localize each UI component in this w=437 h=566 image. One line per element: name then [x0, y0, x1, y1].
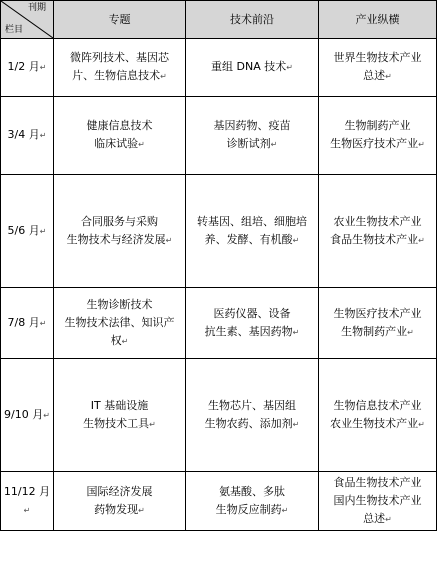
frontier-line	[186, 117, 318, 135]
paragraph-mark: ↵	[418, 235, 425, 245]
paragraph-mark: ↵	[270, 140, 278, 149]
industry-text: 生物制药产业	[344, 119, 411, 132]
industry-line	[319, 213, 436, 231]
table-row	[1, 39, 437, 97]
topic-cell	[54, 175, 186, 288]
topic-text: 国际经济发展	[86, 484, 153, 498]
paragraph-mark: ↵	[121, 336, 129, 346]
topic-text: IT 基础设施	[90, 398, 149, 412]
industry-line	[319, 67, 436, 86]
frontier-line	[186, 305, 318, 323]
issue-month: 7/8 月	[7, 315, 40, 329]
paragraph-mark: ↵	[286, 63, 293, 72]
industry-cell	[319, 359, 437, 472]
frontier-text: 氨基酸、多肽	[219, 484, 285, 498]
paragraph-mark: ↵	[385, 514, 392, 524]
topic-line	[54, 296, 185, 314]
industry-line	[319, 323, 436, 342]
paragraph-mark: ↵	[43, 410, 50, 420]
frontier-line	[186, 483, 318, 501]
industry-text: 食品生物技术产业	[333, 475, 422, 489]
topic-line	[54, 135, 185, 154]
industry-text: 生物医疗技术产业	[333, 306, 422, 320]
issue-month-cell	[1, 288, 54, 359]
frontier-line	[186, 415, 318, 434]
industry-cell	[319, 288, 437, 359]
topic-line	[54, 213, 185, 231]
paragraph-mark: ↵	[418, 140, 425, 149]
issue-month: 5/6 月	[7, 223, 40, 237]
topic-cell	[54, 359, 186, 472]
paragraph-mark: ↵	[138, 505, 145, 515]
industry-line	[319, 305, 436, 323]
topic-line	[54, 67, 185, 86]
frontier-cell	[186, 39, 319, 97]
table-row	[1, 472, 437, 531]
paragraph-mark: ↵	[165, 235, 173, 245]
industry-cell	[319, 97, 437, 175]
frontier-text: 基因药物、疫苗	[213, 119, 291, 132]
topic-text: 权	[110, 333, 122, 347]
issue-month-cell	[1, 97, 54, 175]
corner-issue-label: 刊期	[27, 3, 46, 13]
industry-text: 生物信息技术产业	[333, 398, 422, 412]
paragraph-mark: ↵	[138, 140, 145, 149]
topic-text: 健康信息技术	[86, 119, 153, 132]
table-row	[1, 359, 437, 472]
industry-text: 总述	[363, 69, 386, 82]
header-frontier: 技术前沿	[186, 1, 319, 39]
header-industry: 产业纵横	[319, 1, 437, 39]
header-topic: 专题	[54, 1, 186, 39]
industry-line	[319, 492, 436, 510]
paragraph-mark: ↵	[292, 235, 300, 245]
corner-cell	[1, 1, 54, 39]
frontier-text: 养、发酵、有机酸	[204, 232, 293, 246]
topic-cell	[54, 288, 186, 359]
paragraph-mark: ↵	[407, 327, 414, 337]
industry-text: 世界生物技术产业	[333, 51, 422, 64]
industry-line	[319, 135, 436, 154]
frontier-line	[186, 135, 318, 154]
topic-text: 合同服务与采购	[81, 214, 158, 228]
industry-line	[319, 231, 436, 250]
corner-column-label: 栏目	[5, 25, 24, 35]
frontier-cell	[186, 97, 319, 175]
frontier-text: 重组 DNA 技术	[211, 60, 287, 73]
paragraph-mark: ↵	[39, 226, 47, 236]
paragraph-mark: ↵	[149, 419, 156, 429]
paragraph-mark: ↵	[39, 63, 47, 72]
industry-text: 生物制药产业	[341, 324, 408, 338]
paragraph-mark: ↵	[39, 318, 47, 328]
paragraph-mark: ↵	[160, 72, 167, 81]
frontier-cell	[186, 288, 319, 359]
topic-line	[54, 49, 185, 67]
topic-text: 药物发现	[94, 502, 139, 516]
topic-text: 生物技术法律、知识产	[64, 315, 175, 329]
topic-line	[54, 117, 185, 135]
industry-cell	[319, 175, 437, 288]
topic-line	[54, 397, 185, 415]
industry-text: 总述	[363, 511, 386, 525]
industry-line	[319, 474, 436, 492]
paragraph-mark: ↵	[292, 419, 300, 429]
header-row	[1, 1, 437, 39]
topic-cell	[54, 97, 186, 175]
topic-text: 微阵列技术、基因芯	[70, 51, 169, 64]
frontier-text: 生物芯片、基因组	[208, 398, 296, 412]
industry-line	[319, 415, 436, 434]
paragraph-mark: ↵	[23, 505, 31, 515]
industry-text: 食品生物技术产业	[330, 232, 419, 246]
issue-month: 11/12 月	[3, 484, 51, 498]
schedule-body	[1, 39, 437, 531]
topic-line	[54, 415, 185, 434]
topic-cell	[54, 472, 186, 531]
topic-line	[54, 332, 185, 351]
industry-line	[319, 510, 436, 529]
frontier-text: 抗生素、基因药物	[204, 324, 293, 338]
industry-text: 农业生物技术产业	[333, 214, 422, 228]
table-row	[1, 175, 437, 288]
paragraph-mark: ↵	[281, 505, 289, 515]
topic-text: 临床试验	[94, 137, 139, 150]
issue-month-cell	[1, 39, 54, 97]
topic-text: 生物技术工具	[83, 416, 150, 430]
paragraph-mark: ↵	[418, 419, 425, 429]
topic-cell	[54, 39, 186, 97]
frontier-line	[186, 213, 318, 231]
issue-month-cell	[1, 472, 54, 531]
industry-line	[319, 49, 436, 67]
frontier-line	[186, 397, 318, 415]
industry-cell	[319, 39, 437, 97]
topic-line	[54, 483, 185, 501]
frontier-cell	[186, 175, 319, 288]
issue-month-cell	[1, 175, 54, 288]
topic-line	[54, 314, 185, 332]
topic-line	[54, 231, 185, 250]
frontier-line	[186, 501, 318, 520]
issue-month-cell	[1, 359, 54, 472]
frontier-line	[186, 58, 318, 77]
frontier-line	[186, 231, 318, 250]
frontier-text: 生物农药、添加剂	[204, 416, 293, 430]
frontier-cell	[186, 472, 319, 531]
issue-month: 3/4 月	[7, 128, 40, 141]
paragraph-mark: ↵	[385, 72, 392, 81]
industry-text: 农业生物技术产业	[330, 416, 419, 430]
frontier-text: 生物反应制药	[215, 502, 282, 516]
paragraph-mark: ↵	[292, 327, 300, 337]
industry-cell	[319, 472, 437, 531]
industry-line	[319, 397, 436, 415]
frontier-text: 诊断试剂	[226, 137, 271, 150]
topic-text: 生物诊断技术	[86, 297, 153, 311]
frontier-cell	[186, 359, 319, 472]
issue-month: 1/2 月	[7, 60, 40, 73]
frontier-text: 转基因、组培、细胞培	[197, 214, 307, 228]
industry-text: 生物医疗技术产业	[330, 137, 419, 150]
frontier-line	[186, 323, 318, 342]
table-row	[1, 97, 437, 175]
topic-text: 生物技术与经济发展	[66, 232, 166, 246]
paragraph-mark: ↵	[39, 131, 47, 140]
industry-text: 国内生物技术产业	[333, 493, 422, 507]
issue-month: 9/10 月	[4, 407, 44, 421]
table-row	[1, 288, 437, 359]
frontier-text: 医药仪器、设备	[213, 306, 291, 320]
topic-line	[54, 501, 185, 520]
industry-line	[319, 117, 436, 135]
topic-text: 片、生物信息技术	[72, 69, 161, 82]
